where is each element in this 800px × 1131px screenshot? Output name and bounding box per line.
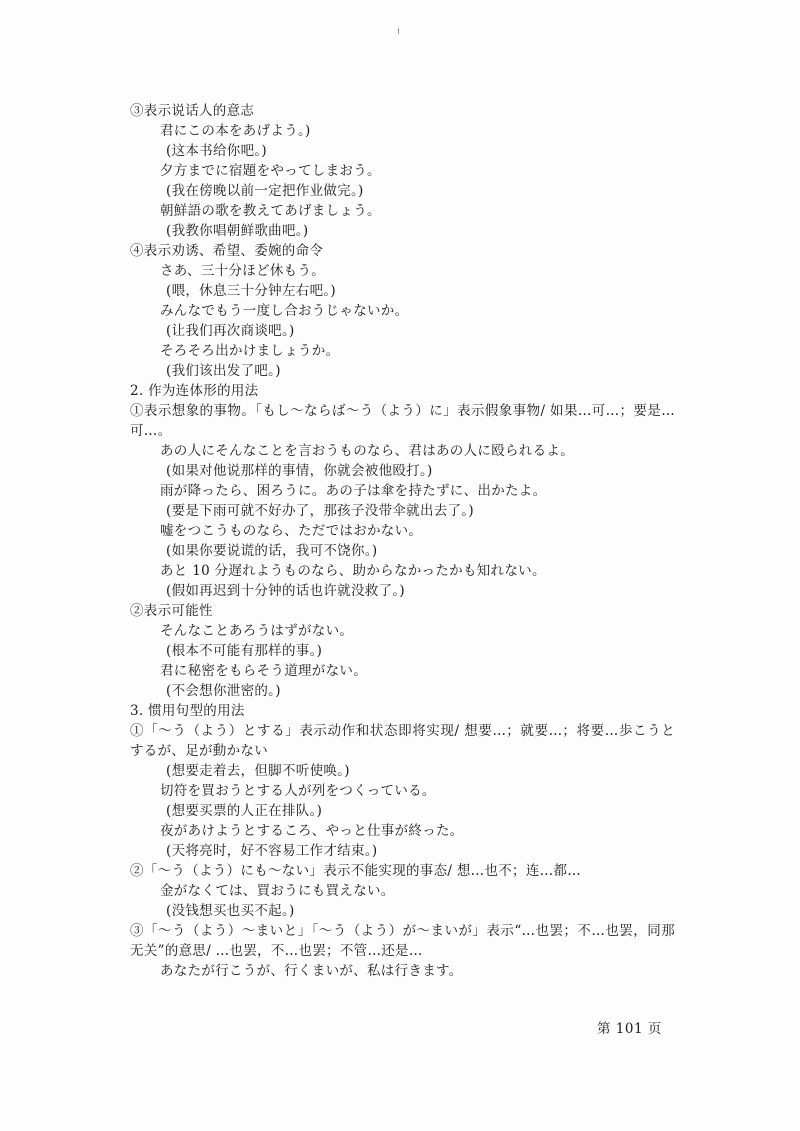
japanese-example: みんなでもう一度し合おうじゃないか。 xyxy=(160,303,409,319)
japanese-example: 金がなくては、買おうにも買えない。 xyxy=(160,883,395,899)
chinese-translation: (想要走着去，但脚不听使唤。) xyxy=(166,763,350,779)
chinese-translation: (根本不可能有那样的事。) xyxy=(166,643,323,659)
subsection-heading: ②「～う（よう）にも～ない」表示不能实现的事态/ 想…也不；连…都… xyxy=(130,863,582,879)
chinese-translation: (让我们再次商谈吧。) xyxy=(166,323,295,339)
subsection-heading: ④表示劝诱、希望、委婉的命令 xyxy=(130,243,324,259)
section-heading: 2. 作为连体形的用法 xyxy=(130,383,259,399)
chinese-translation: (喂，休息三十分钟左右吧。) xyxy=(166,283,336,299)
chinese-translation: (这本书给你吧。) xyxy=(166,143,267,159)
section-heading: 3. 惯用句型的用法 xyxy=(130,703,245,719)
chinese-translation: (我教你唱朝鲜歌曲吧。) xyxy=(166,223,309,239)
chinese-translation: (想要买票的人正在排队。) xyxy=(166,803,323,819)
document-body xyxy=(130,101,675,981)
chinese-translation: (如果对他说那样的事情，你就会被他殴打。) xyxy=(166,463,433,479)
scan-speck xyxy=(398,28,399,34)
chinese-translation: (假如再迟到十分钟的话也许就没救了。) xyxy=(166,583,405,599)
chinese-translation: (要是下雨可就不好办了，那孩子没带伞就出去了。) xyxy=(166,503,474,519)
subsection-heading: ③表示说话人的意志 xyxy=(130,103,255,119)
japanese-example: 切符を買おうとする人が列をつくっている。 xyxy=(160,783,436,799)
chinese-translation: (我在傍晚以前一定把作业做完。) xyxy=(166,183,364,199)
chinese-translation: (如果你要说谎的话，我可不饶你。) xyxy=(166,543,378,559)
japanese-example: そんなことあろうはずがない。 xyxy=(160,623,354,639)
japanese-example: あなたが行こうが、行くまいが、私は行きます。 xyxy=(160,963,463,979)
japanese-example: 嘘をつこうものなら、ただではおかない。 xyxy=(160,523,423,539)
japanese-example: 夕方までに宿題をやってしまおう。 xyxy=(160,163,381,179)
chinese-translation: (我们该出发了吧。) xyxy=(166,363,281,379)
chinese-translation: (没钱想买也买不起。) xyxy=(166,903,295,919)
japanese-example: 夜があけようとするころ、やっと仕事が終った。 xyxy=(160,823,464,839)
page-number: 第 101 页 xyxy=(597,1021,662,1037)
japanese-example: 朝鮮語の歌を教えてあげましょう。 xyxy=(160,203,381,219)
japanese-example: あと 10 分遅れようものなら、助からなかったかも知れない。 xyxy=(160,563,546,579)
japanese-example: さあ、三十分ほど休もう。 xyxy=(160,263,326,279)
chinese-translation: (不会想你泄密的。) xyxy=(166,683,281,699)
pattern-description: ③「～う（よう）～まいと」「～う（よう）が～まいが」表示“…也罢；不…也罢，同那无关”的意思/ …也罢，不…也罢；不管…还是… xyxy=(130,923,675,959)
pattern-description: ①表示想象的事物。「もし～ならば～う（よう）に」表示假象事物/ 如果…可…；要是…可…。 xyxy=(130,403,675,439)
japanese-example: 雨が降ったら、困ろうに。あの子は傘を持たずに、出かたよ。 xyxy=(160,483,547,499)
japanese-example: そろそろ出かけましょうか。 xyxy=(160,343,340,359)
chinese-translation: (天将亮时，好不容易工作才结束。) xyxy=(166,843,378,859)
pattern-description: ①「～う（よう）とする」表示动作和状态即将实现/ 想要…；就要…；将要…歩こうとするが、足が動かない xyxy=(130,723,675,759)
japanese-example: 君に秘密をもらそう道理がない。 xyxy=(160,663,367,679)
japanese-example: あの人にそんなことを言おうものなら、君はあの人に殴られるよ。 xyxy=(160,443,574,459)
subsection-heading: ②表示可能性 xyxy=(130,603,213,619)
japanese-example: 君にこの本をあげよう。) xyxy=(160,123,311,139)
